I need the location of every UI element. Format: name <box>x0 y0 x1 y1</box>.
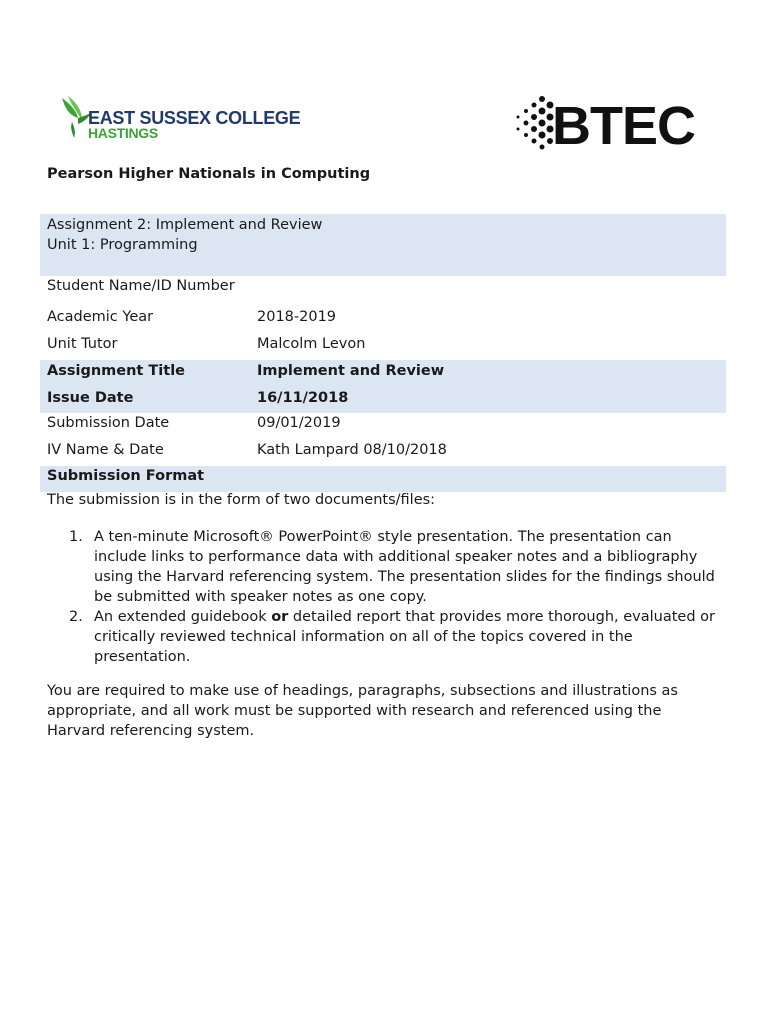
row-label: Assignment Title <box>47 363 185 379</box>
hummingbird-icon <box>58 94 92 138</box>
btec-logo <box>512 95 712 157</box>
college-name-line1: EAST SUSSEX COLLEGE <box>88 108 301 128</box>
assignment-block <box>40 214 726 276</box>
assignment-info-table <box>40 214 726 492</box>
requirements-list <box>47 527 717 667</box>
submission-intro: The submission is in the form of two documents/files: <box>47 492 436 508</box>
college-name-line2: HASTINGS <box>88 125 158 141</box>
list-text-part: detailed report that provides more thorough, evaluated or critically reviewed technical information on all of the topics covered in the presentation. <box>94 609 715 665</box>
info-row-submission-date <box>40 413 726 440</box>
info-row-title-issue <box>40 360 726 413</box>
list-item <box>47 607 717 667</box>
btec-dots-icon <box>512 95 556 157</box>
row-value: Kath Lampard 08/10/2018 <box>257 442 447 458</box>
info-row-submission-format <box>40 466 726 492</box>
row-label: Submission Date <box>47 415 170 431</box>
info-row-academic-year <box>40 306 726 334</box>
row-value: Malcolm Levon <box>257 336 366 352</box>
row-label: Academic Year <box>47 309 154 325</box>
closing-paragraph: You are required to make use of headings, paragraphs, subsections and illustrations as appropriate, and all work must be supported with research and referenced using the Harvard referencing system. <box>47 683 678 739</box>
list-text: A ten-minute Microsoft® PowerPoint® style presentation. The presentation can include links to performance data with additional speaker notes and a bibliography using the Harvard referencing system. The presentation slides for the findings should be submitted with speaker notes as one copy. <box>94 529 715 605</box>
row-value: Implement and Review <box>257 363 445 379</box>
list-text-emphasis: or <box>271 609 289 625</box>
unit-line: Unit 1: Programming <box>47 237 198 253</box>
list-number: 1. <box>69 529 83 545</box>
info-row-student <box>40 276 726 306</box>
row-label: Unit Tutor <box>47 336 118 352</box>
assignment-line: Assignment 2: Implement and Review <box>47 217 323 233</box>
row-label: Issue Date <box>47 390 134 406</box>
list-number: 2. <box>69 609 83 625</box>
row-label: Submission Format <box>47 468 205 484</box>
row-value: 16/11/2018 <box>257 390 349 406</box>
row-value: 2018-2019 <box>257 309 337 325</box>
list-text-part: An extended guidebook <box>94 609 272 625</box>
list-item <box>47 527 717 607</box>
row-value: 09/01/2019 <box>257 415 341 431</box>
program-title: Pearson Higher Nationals in Computing <box>47 166 371 182</box>
list-text <box>94 609 715 665</box>
document-header <box>0 0 768 160</box>
row-label: Student Name/ID Number <box>47 278 235 294</box>
info-row-unit-tutor <box>40 334 726 360</box>
info-row-iv-name <box>40 440 726 466</box>
row-label: IV Name & Date <box>47 442 164 458</box>
east-sussex-college-logo <box>58 94 301 144</box>
btec-wordmark: BTEC <box>552 96 695 156</box>
